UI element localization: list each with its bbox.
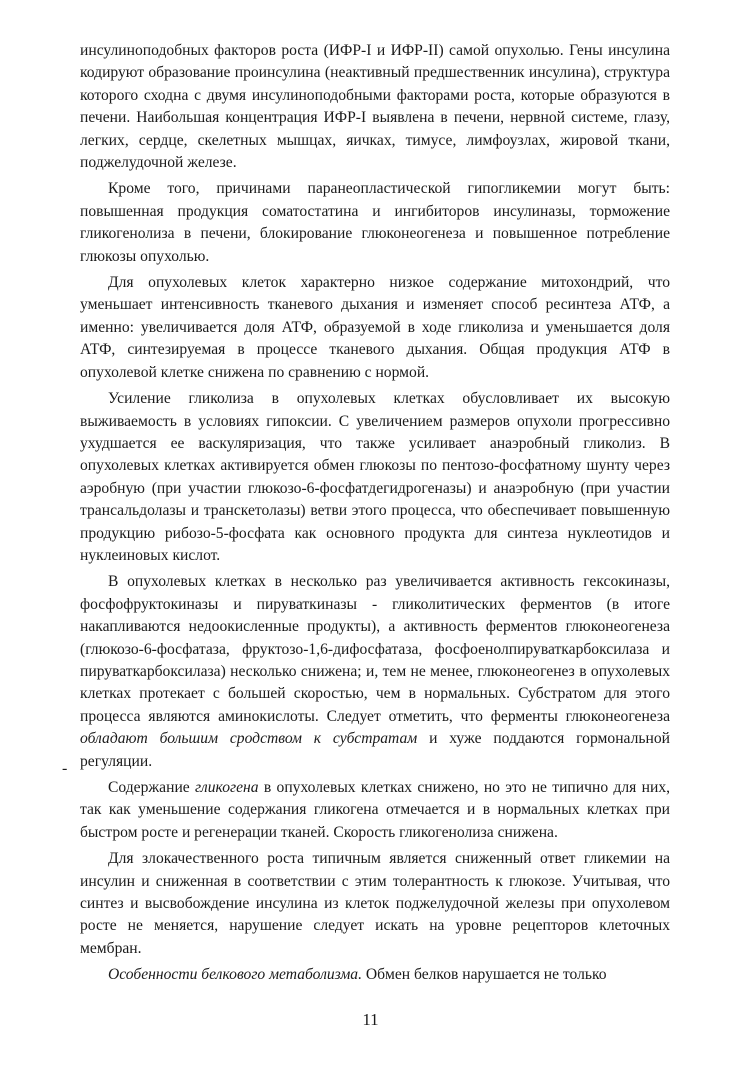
- paragraph-5: [80, 571, 670, 773]
- paragraph-5-emphasis: обладают большим сродством к субстратам: [80, 730, 418, 748]
- paragraph-7: Для злокачественного роста типичным является сниженный ответ гликемии на инсулин и сниженная в соответствии с этим толерантность к глюкозе. Учитывая, что синтез и высвобождение инсулина из клеток поджелудочной железы при опухолевом росте не меняется, нарушение следует искать на уровне рецепторов клеточных мембран.: [80, 850, 670, 957]
- paragraph-1: инсулиноподобных факторов роста (ИФР-I и ИФР-II) самой опухолью. Гены инсулина кодируют образование проинсулина (неактивный предшественник инсулина), структура которого сходна с двумя инсулиноподобными факторами роста, которые образуются в печени. Наибольшая концентрация ИФР-I выявлена в печени, нервной системе, глазу, легких, сердце, скелетных мышцах, яичках, тимусе, лимфоузлах, жировой ткани, поджелудочной железе.: [80, 42, 670, 172]
- paragraph-6-text-a: Содержание: [108, 779, 196, 796]
- margin-mark: -: [62, 760, 68, 777]
- paragraph-8: [80, 964, 670, 986]
- section-heading-protein-metabolism: Особенности белкового метаболизма.: [108, 966, 363, 984]
- paragraph-6-emphasis: гликогена: [195, 779, 259, 796]
- paragraph-3: Для опухолевых клеток характерно низкое содержание митохондрий, что уменьшает интенсивность тканевого дыхания и изменяет способ ресинтеза АТФ, а именно: увеличивается доля АТФ, образуемой в ходе гликолиза и уменьшается доля АТФ, синтезируемая в процессе тканевого дыхания. Общая продукция АТФ в опухолевой клетке снижена по сравнению с нормой.: [80, 274, 670, 381]
- paragraph-5-text-b: и хуже поддаются гормональной регуляции.: [80, 730, 670, 770]
- page-number: 11: [362, 1010, 379, 1029]
- page-body: [80, 40, 670, 991]
- paragraph-6-text-b: в опухолевых клетках снижено, но это не типично для них, так как уменьшение содержания гликогена отмечается и в нормальных клетках при быстром росте и регенерации тканей. Скорость гликогенолиза снижена.: [80, 779, 671, 841]
- paragraph-4: Усиление гликолиза в опухолевых клетках обусловливает их высокую выживаемость в условиях гипоксии. С увеличением размеров опухоли прогрессивно ухудшается ее васкуляризация, что также усиливает анаэробный гликолиз. В опухолевых клетках активируется обмен глюкозы по пентозо-фосфатному шунту через аэробную (при участии глюкозо-6-фосфатдегидрогеназы) и анаэробную (при участии трансальдолазы и транскетолазы) ветви этого процесса, что обеспечивает повышенную продукцию рибозо-5-фосфата как основного продукта для синтеза нуклеотидов и нуклеиновых кислот.: [80, 390, 670, 564]
- paragraph-6: [80, 777, 670, 844]
- paragraph-2: Кроме того, причинами паранеопластической гипогликемии могут быть: повышенная продукция соматостатина и ингибиторов инсулиназы, торможение гликогенолиза в печени, блокирование глюконеогенеза и повышенное потребление глюкозы опухолью.: [80, 180, 670, 265]
- paragraph-5-text-a: В опухолевых клетках в несколько раз увеличивается активность гексокиназы, фосфофруктокиназы и пируваткиназы - гликолитических ферментов (в итоге накапливаются недоокисленные продукты), а активность ферментов глюконеогенеза (глюкозо-6-фосфатаза, фруктозо-1,6-дифосфатаза, фосфоенолпируваткарбоксилаза и пируваткарбоксилаза) несколько снижена; и, тем не менее, глюконеогенез в опухолевых клетках протекает с большей скоростью, чем в нормальных. Субстратом для этого процесса являются аминокислоты. Следует отметить, что ферменты глюконеогенеза: [80, 573, 670, 725]
- paragraph-8-text: Обмен белков нарушается не только: [362, 966, 607, 984]
